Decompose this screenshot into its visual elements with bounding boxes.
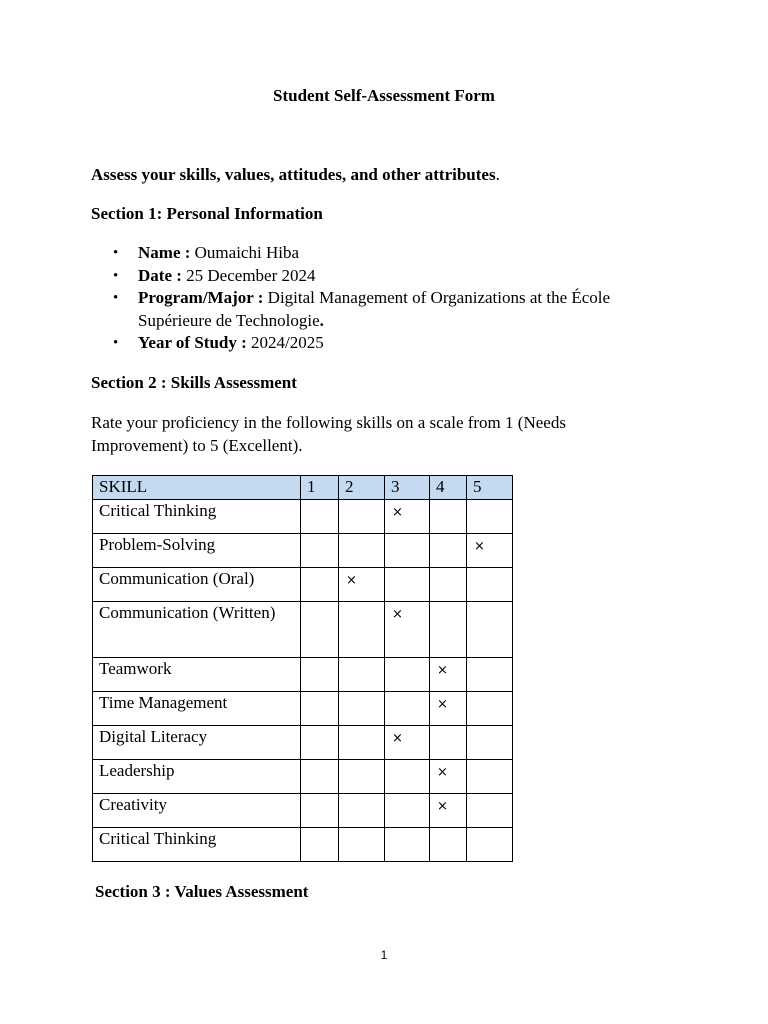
table-row [93, 657, 513, 691]
rating-cell-1 [301, 567, 339, 601]
list-item-year [91, 332, 671, 355]
rating-cell-2 [339, 533, 385, 567]
rating-cell-1 [301, 759, 339, 793]
rating-cell-1 [301, 725, 339, 759]
name-value: Oumaichi Hiba [194, 243, 299, 262]
page-number: 1 [380, 948, 388, 962]
rating-cell-5 [467, 759, 513, 793]
rating-mark-icon: × [346, 572, 357, 588]
rating-cell-4 [430, 567, 467, 601]
date-label: Date : [138, 265, 187, 285]
header-5: 5 [467, 476, 513, 500]
rating-cell-2 [339, 759, 385, 793]
rating-cell-3 [385, 601, 430, 657]
rating-cell-3 [385, 499, 430, 533]
rating-mark-icon: × [392, 504, 403, 520]
program-label: Program/Major : [138, 288, 268, 307]
rating-cell-3 [385, 759, 430, 793]
rating-cell-5 [467, 657, 513, 691]
skill-name-cell: Problem-Solving [93, 533, 301, 567]
skills-table [92, 475, 513, 862]
rating-mark-icon: × [437, 696, 448, 712]
skill-name-cell: Leadership [93, 759, 301, 793]
table-row [93, 725, 513, 759]
table-header-row [93, 476, 513, 500]
rating-cell-5 [467, 601, 513, 657]
rating-cell-3 [385, 657, 430, 691]
intro-text [91, 165, 500, 185]
table-row [93, 691, 513, 725]
table-row [93, 499, 513, 533]
rating-cell-1 [301, 793, 339, 827]
rating-instructions: Rate your proficiency in the following skills on a scale from 1 (Needs Improvement) to 5 (Excellent). [91, 413, 566, 455]
rating-cell-4 [430, 499, 467, 533]
rating-cell-1 [301, 827, 339, 861]
rating-cell-2 [339, 657, 385, 691]
intro-tail: . [495, 165, 500, 184]
section3-heading: Section 3 : Values Assessment [95, 882, 309, 901]
rating-cell-4 [430, 657, 467, 691]
rating-cell-2 [339, 725, 385, 759]
skill-name-cell: Digital Literacy [93, 725, 301, 759]
rating-mark-icon: × [437, 798, 448, 814]
bullet-icon: • [113, 245, 119, 261]
skills-table-body [93, 499, 513, 861]
intro-bold: Assess your skills, values, attitudes, and other attributes [91, 165, 496, 184]
rating-cell-4 [430, 793, 467, 827]
rating-cell-2 [339, 499, 385, 533]
rating-mark-icon: × [437, 662, 448, 678]
form-title: Student Self-Assessment Form [273, 86, 495, 105]
rating-cell-4 [430, 691, 467, 725]
rating-cell-3 [385, 567, 430, 601]
skill-name-cell: Critical Thinking [93, 499, 301, 533]
date-value: 25 December 2024 [186, 265, 316, 285]
rating-cell-5 [467, 691, 513, 725]
rating-cell-4 [430, 759, 467, 793]
skill-name-cell: Communication (Oral) [93, 567, 301, 601]
rating-cell-2 [339, 691, 385, 725]
personal-info-list [91, 242, 671, 355]
rating-mark-icon: × [392, 606, 403, 622]
rating-cell-5 [467, 725, 513, 759]
rating-cell-5 [467, 533, 513, 567]
section1-heading: Section 1: Personal Information [91, 204, 323, 223]
rating-cell-5 [467, 499, 513, 533]
rating-cell-3 [385, 533, 430, 567]
rating-cell-5 [467, 567, 513, 601]
rating-cell-3 [385, 691, 430, 725]
name-label: Name : [138, 243, 195, 262]
year-label: Year of Study : [138, 333, 252, 352]
rating-cell-5 [467, 827, 513, 861]
table-row [93, 759, 513, 793]
rating-mark-icon: × [392, 730, 403, 746]
program-tail: . [319, 310, 324, 330]
rating-cell-4 [430, 725, 467, 759]
rating-cell-3 [385, 725, 430, 759]
rating-cell-3 [385, 793, 430, 827]
rating-cell-1 [301, 691, 339, 725]
rating-cell-1 [301, 657, 339, 691]
header-4: 4 [430, 476, 467, 500]
rating-cell-3 [385, 827, 430, 861]
skill-name-cell: Critical Thinking [93, 827, 301, 861]
header-3: 3 [385, 476, 430, 500]
rating-cell-2 [339, 827, 385, 861]
rating-cell-1 [301, 601, 339, 657]
rating-cell-4 [430, 533, 467, 567]
year-value: 2024/2025 [251, 333, 324, 352]
skill-name-cell: Teamwork [93, 657, 301, 691]
rating-mark-icon: × [437, 764, 448, 780]
table-row [93, 601, 513, 657]
rating-cell-1 [301, 533, 339, 567]
program-value: Digital Management of Organizations at the École Supérieure de Technologie [138, 288, 611, 330]
bullet-icon: • [113, 267, 119, 284]
list-item-date [91, 265, 671, 288]
rating-cell-4 [430, 601, 467, 657]
rating-cell-2 [339, 601, 385, 657]
rating-cell-2 [339, 567, 385, 601]
rating-cell-2 [339, 793, 385, 827]
table-row [93, 533, 513, 567]
skill-name-cell: Communication (Written) [93, 601, 301, 657]
list-item-program [91, 287, 671, 332]
bullet-icon: • [113, 290, 119, 306]
section2-heading: Section 2 : Skills Assessment [91, 373, 297, 392]
rating-cell-4 [430, 827, 467, 861]
header-skill: SKILL [93, 476, 301, 500]
header-1: 1 [301, 476, 339, 500]
bullet-icon: • [113, 335, 119, 351]
table-row [93, 793, 513, 827]
skill-name-cell: Time Management [93, 691, 301, 725]
header-2: 2 [339, 476, 385, 500]
rating-mark-icon: × [474, 538, 485, 554]
skill-name-cell: Creativity [93, 793, 301, 827]
list-item-name [91, 242, 671, 265]
table-row [93, 567, 513, 601]
rating-cell-1 [301, 499, 339, 533]
table-row [93, 827, 513, 861]
rating-cell-5 [467, 793, 513, 827]
